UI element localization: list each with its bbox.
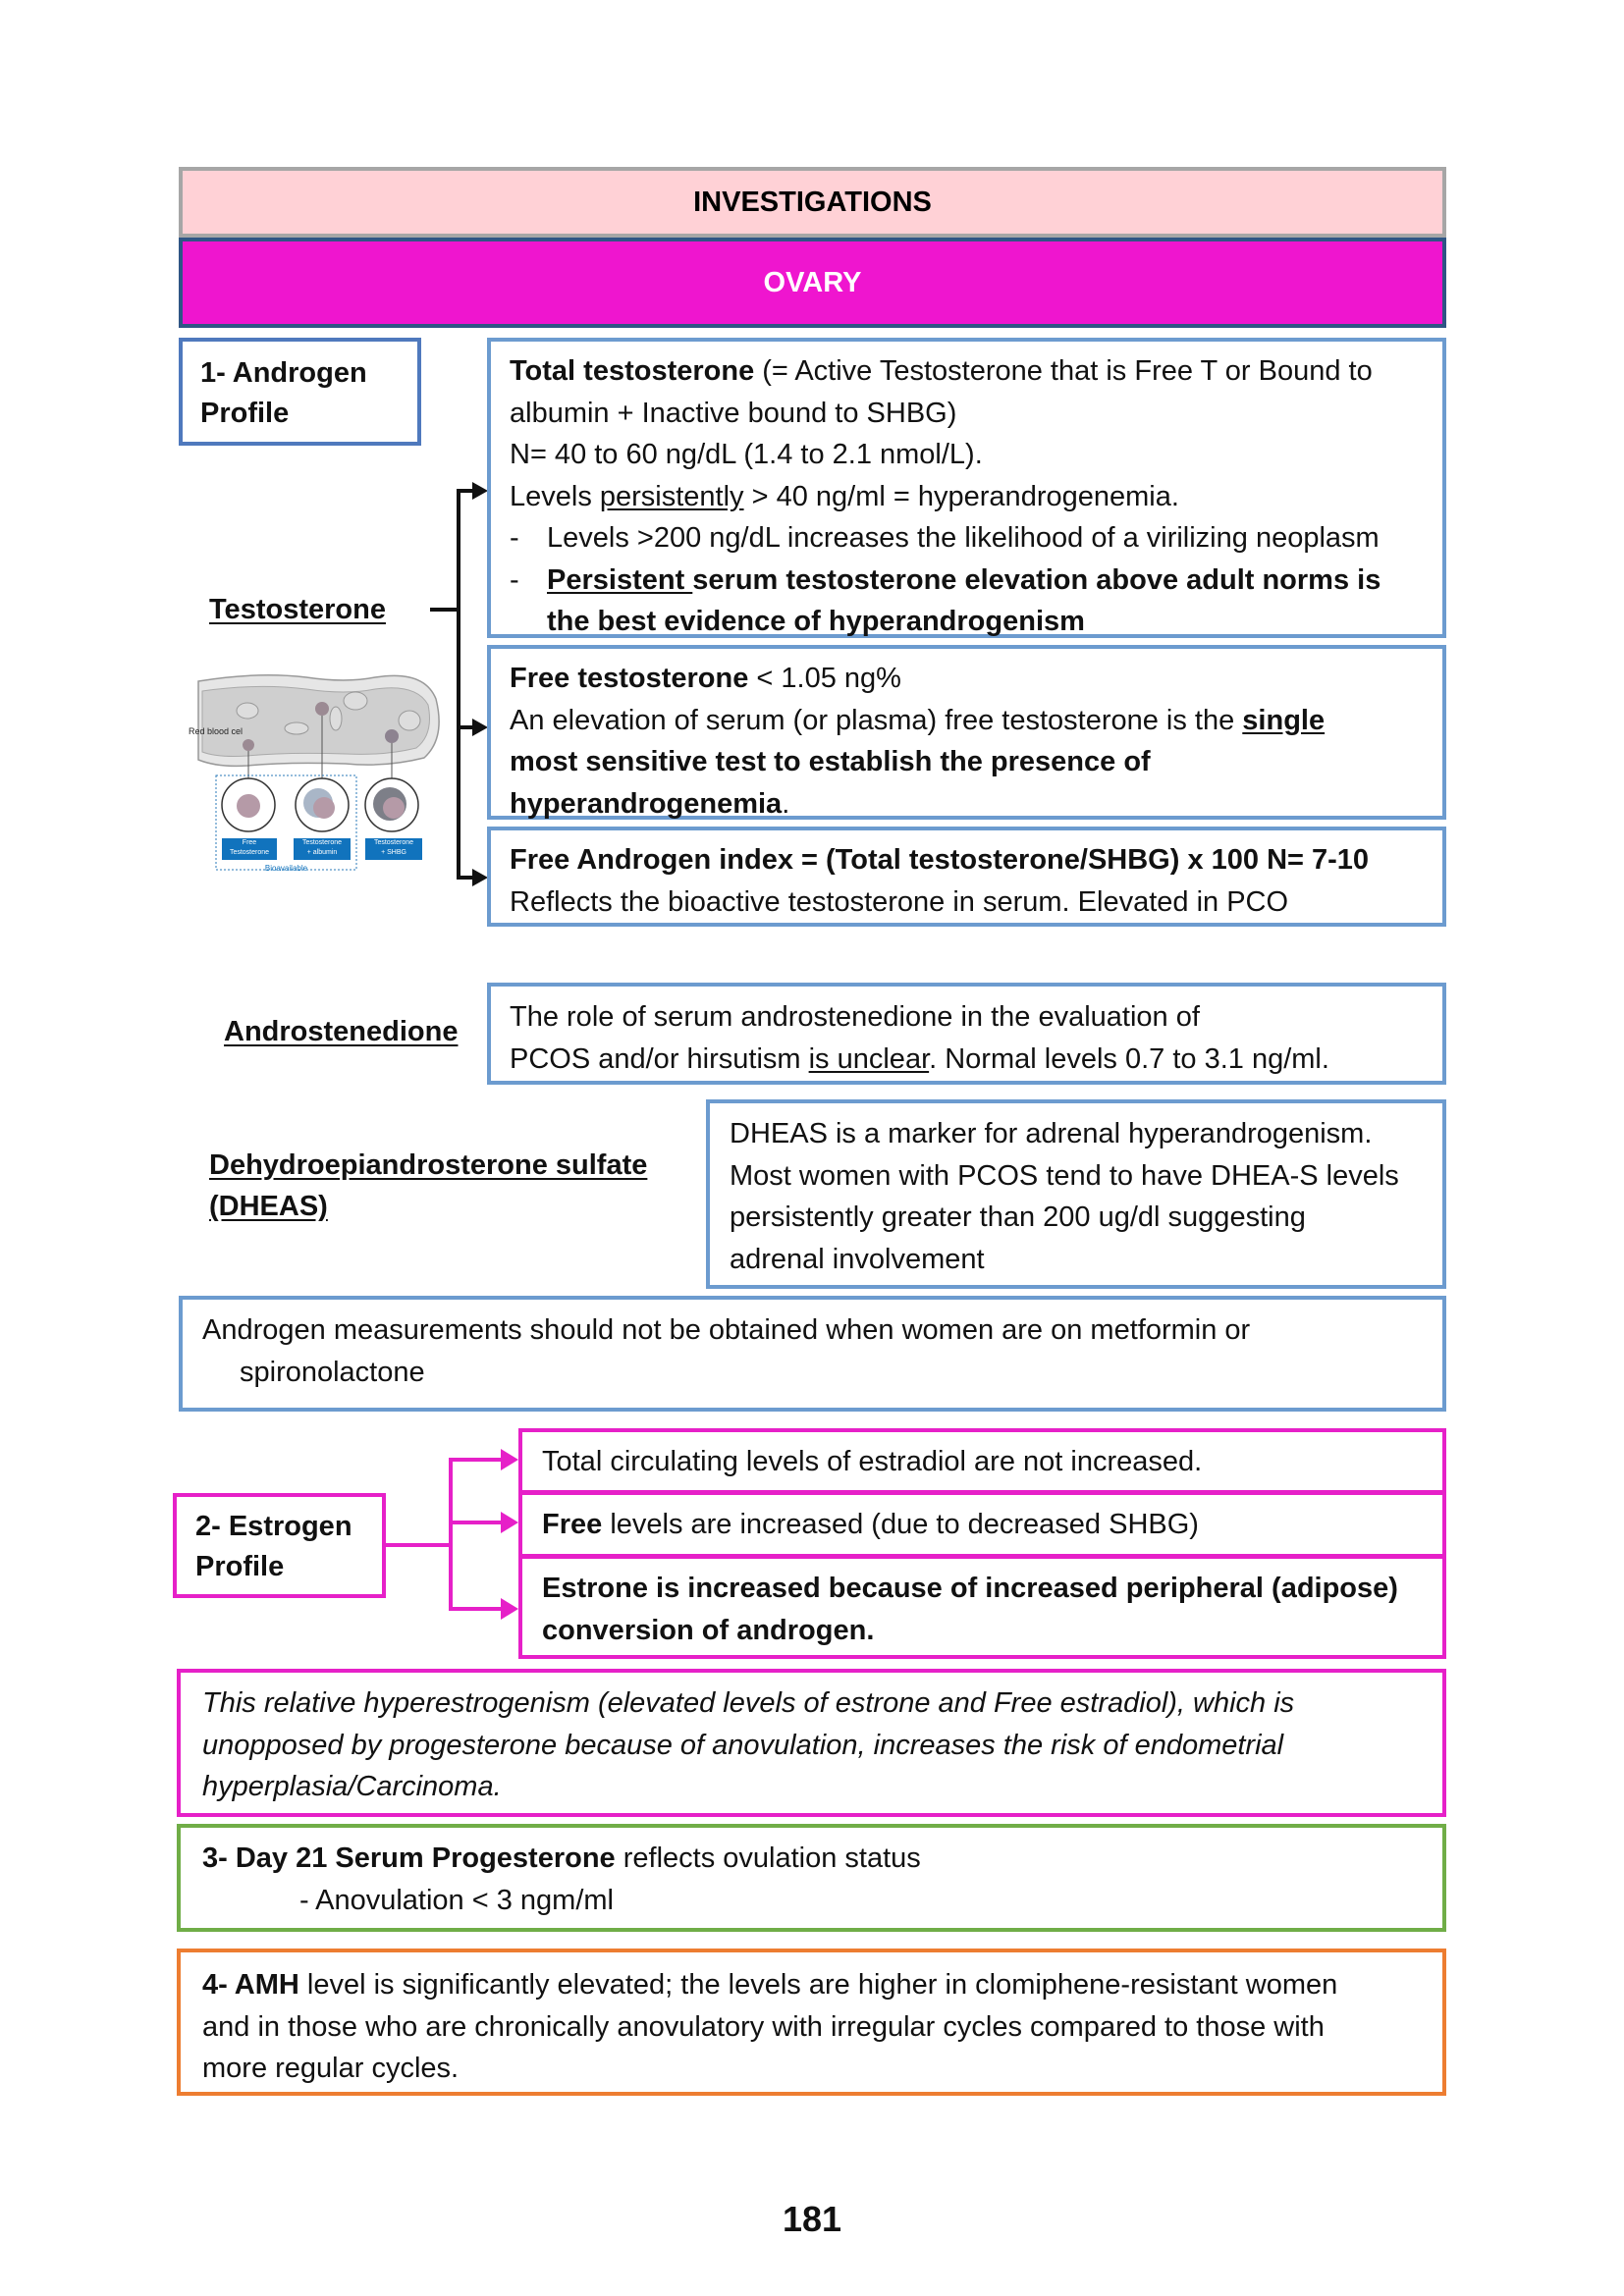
dheas-line3: persistently greater than 200 ug/dl suggesting: [730, 1201, 1306, 1233]
estrogen-connector-vertical: [449, 1458, 453, 1611]
free-t-line2: [510, 700, 1442, 742]
dheas-line1: DHEAS is a marker for adrenal hyperandrogenism.: [730, 1118, 1373, 1149]
note-line1: Androgen measurements should not be obtained when women are on metformin or: [202, 1314, 1251, 1346]
estrogen-branch-3: [449, 1607, 504, 1611]
amh-line2: and in those who are chronically anovulatory with irregular cycles compared to those with: [202, 2010, 1325, 2043]
free-testosterone-tag-1: Free: [242, 839, 257, 846]
free-testosterone-box: [487, 645, 1446, 820]
page-number: 181: [782, 2199, 842, 2239]
estrogen-item-3: [518, 1555, 1446, 1659]
bullet-dash: -: [510, 563, 519, 596]
estrogen-profile-box: [173, 1493, 386, 1598]
hyperestrogenism-line1: This relative hyperestrogenism (elevated levels of estrone and Free estradiol), which is: [202, 1687, 1295, 1719]
androgen-label-line1: 1- Androgen: [200, 357, 367, 389]
androgen-label-line2: Profile: [200, 398, 290, 429]
ovary-header: [179, 238, 1446, 328]
amh-line1-rest: level is significantly elevated; the levels are higher in clomiphene-resistant women: [298, 1969, 1338, 2001]
androstenedione-unclear: is unclear: [808, 1042, 930, 1075]
androstenedione-label-text: Androstenedione: [224, 1016, 459, 1047]
androstenedione-line2-pre: PCOS and/or hirsutism: [510, 1042, 809, 1075]
testosterone-label-text: Testosterone: [209, 594, 386, 625]
estrogen-label-line2: Profile: [195, 1551, 285, 1582]
androstenedione-line1: The role of serum androstenedione in the evaluation of: [510, 1001, 1200, 1033]
free-t-line1: [510, 658, 1442, 700]
hyperestrogenism-note-box: [177, 1669, 1446, 1817]
free-t-line4-bold: hyperandrogenemia: [510, 787, 783, 820]
amh-line3: more regular cycles.: [202, 2053, 460, 2084]
estradiol-total-text: Total circulating levels of estradiol are not increased.: [542, 1446, 1203, 1477]
albumin-tag-2: + albumin: [306, 849, 338, 856]
amh-box: [177, 1949, 1446, 2096]
dheas-label-line1: Dehydroepiandrosterone sulfate: [209, 1149, 648, 1181]
total-testosterone-box: [487, 338, 1446, 638]
investigations-header: [179, 167, 1446, 238]
estrogen-item-2: [518, 1491, 1446, 1558]
free-t-value: < 1.05 ng%: [748, 663, 901, 694]
total-t-line4-post: > 40 ng/ml = hyperandrogenemia.: [743, 480, 1179, 512]
total-t-line2: albumin + Inactive bound to SHBG): [510, 397, 957, 429]
testosterone-label: [209, 589, 386, 630]
free-t-line2-pre: An elevation of serum (or plasma) free testosterone is the: [510, 704, 1243, 736]
free-testosterone-tag-2: Testosterone: [229, 849, 270, 856]
free-androgen-index-box: [487, 827, 1446, 927]
total-t-bullet2-rest: serum testosterone elevation above adult norms is: [692, 563, 1381, 596]
albumin-tag-1: Testosterone: [301, 839, 343, 846]
arrow-right-icon: [472, 869, 488, 886]
testosterone-connector-vertical: [457, 489, 460, 880]
investigations-title: INVESTIGATIONS: [693, 186, 932, 218]
anovulation-threshold: - Anovulation < 3 ngm/ml: [299, 1884, 614, 1916]
arrow-right-icon: [501, 1598, 518, 1620]
testosterone-connector-stub: [430, 608, 459, 612]
hyperestrogenism-line2: unopposed by progesterone because of anovulation, increases the risk of endometrial: [202, 1729, 1284, 1761]
total-t-line4-underlined: persistently: [599, 480, 744, 512]
total-t-bullet2-underlined: Persistent: [547, 563, 693, 596]
fai-title: Free Androgen index = (Total testosterone/SHBG) x 100 N= 7-10: [510, 844, 1370, 876]
ovary-title: OVARY: [763, 266, 862, 298]
androstenedione-line2: [510, 1039, 1442, 1081]
free-t-line3: most sensitive test to establish the presence of: [510, 746, 1151, 777]
free-t-title: Free testosterone: [510, 663, 749, 694]
red-blood-cell-label: Red blood cel: [189, 726, 244, 736]
testosterone-binding-illustration: [189, 669, 442, 876]
total-t-line1: [510, 350, 1442, 393]
hyperestrogenism-line3: hyperplasia/Carcinoma.: [202, 1771, 502, 1802]
dheas-label-line2: (DHEAS): [209, 1191, 328, 1222]
estrone-line2: conversion of androgen.: [542, 1614, 875, 1646]
free-t-line2-underlined: single: [1242, 704, 1326, 736]
total-t-bullet1: [510, 517, 1442, 560]
estrogen-branch-2: [449, 1521, 504, 1524]
amh-line1: [202, 1964, 1442, 2006]
androstenedione-box: [487, 983, 1446, 1085]
arrow-right-icon: [501, 1512, 518, 1533]
estrogen-branch-1: [449, 1458, 504, 1462]
dheas-label: [209, 1145, 647, 1227]
progesterone-rest: reflects ovulation status: [615, 1842, 921, 1874]
androgen-profile-box: [179, 338, 421, 446]
total-t-line1-rest: (= Active Testosterone that is Free T or Bound to: [754, 355, 1373, 387]
progesterone-line1: [202, 1838, 1442, 1880]
total-t-bullet2: [510, 560, 1442, 602]
fai-description: Reflects the bioactive testosterone in serum. Elevated in PCO: [510, 885, 1289, 918]
free-t-line4-end: .: [782, 787, 790, 820]
androgen-measurement-note-box: [179, 1296, 1446, 1412]
note-line2: spironolactone: [240, 1356, 425, 1388]
androstenedione-label: [224, 1011, 458, 1052]
free-t-line4: [510, 783, 1442, 826]
estrone-line1: Estrone is increased because of increased peripheral (adipose): [542, 1573, 1398, 1604]
amh-title: 4- AMH: [202, 1969, 299, 2001]
dheas-line2: Most women with PCOS tend to have DHEA-S levels: [730, 1159, 1399, 1192]
dheas-line4: adrenal involvement: [730, 1243, 985, 1275]
free-levels-rest: levels are increased (due to decreased SHBG): [602, 1509, 1199, 1540]
progesterone-title: 3- Day 21 Serum Progesterone: [202, 1842, 616, 1874]
progesterone-box: [177, 1824, 1446, 1932]
total-t-normal-range: N= 40 to 60 ng/dL (1.4 to 2.1 nmol/L).: [510, 439, 983, 470]
estrogen-item-1: [518, 1428, 1446, 1494]
estrogen-label-line1: 2- Estrogen: [195, 1511, 352, 1542]
free-bold: Free: [542, 1509, 603, 1540]
estrogen-connector-stub: [385, 1543, 452, 1547]
arrow-right-icon: [501, 1449, 518, 1470]
total-t-line4-pre: Levels: [510, 480, 600, 512]
dheas-box: [706, 1099, 1446, 1289]
arrow-right-icon: [472, 719, 488, 736]
bioavailable-label: Bioavailable: [264, 864, 308, 873]
free-estradiol-text: [542, 1504, 1442, 1546]
total-t-title: Total testosterone: [510, 355, 755, 387]
androstenedione-normal-levels: . Normal levels 0.7 to 3.1 ng/ml.: [929, 1042, 1329, 1075]
shbg-tag-2: + SHBG: [381, 849, 406, 856]
total-t-line4: [510, 476, 1442, 518]
arrow-right-icon: [472, 482, 488, 500]
total-t-bullet2-line2: the best evidence of hyperandrogenism: [547, 606, 1085, 637]
bullet-dash: -: [510, 522, 519, 554]
shbg-tag-1: Testosterone: [373, 839, 414, 846]
total-t-bullet1-text: Levels >200 ng/dL increases the likelihood of a virilizing neoplasm: [547, 522, 1380, 554]
